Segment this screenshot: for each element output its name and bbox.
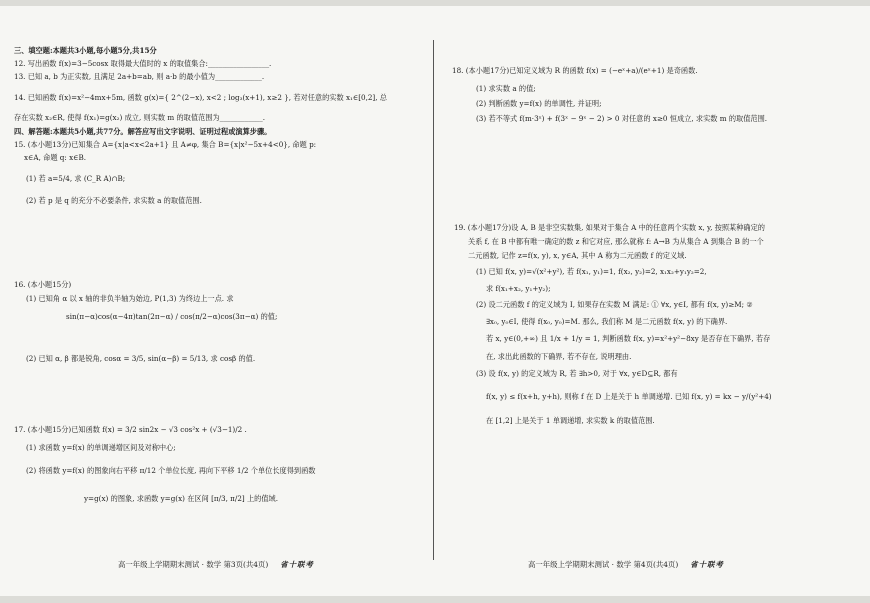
question-line: (1) 已知 f(x, y)=√(x²+y²), 若 f(x₁, y₁)=1, f(x₂, y₂)=2, x₁x₂+y₁y₂=2, [476,267,707,276]
question-line: (2) 已知 α, β 都是锐角, cosα = 3/5, sin(α−β) = 5/13, 求 cosβ 的值. [26,354,256,363]
question-line: (1) 求实数 a 的值; [476,84,536,93]
footer-text: 高一年级上学期期末测试 · 数学 第4页(共4页) [528,560,679,569]
question-line: (2) 若 p 是 q 的充分不必要条件, 求实数 a 的取值范围. [26,196,202,205]
question-line: f(x, y) ≤ f(x+h, y+h), 则称 f 在 D 上是关于 h 单调递增. 已知 f(x, y) = kx − y/(y²+4) [486,392,772,401]
question-line: 16. (本小题15分) [14,280,72,289]
question-line: y=g(x) 的图象, 求函数 y=g(x) 在区间 [π/3, π/2] 上的值域. [84,494,279,503]
question-line: 19. (本小题17分)设 A, B 是非空实数集, 如果对于集合 A 中的任意两个实数 x, y, 按照某种确定的 [454,223,765,232]
question-line: 在 [1,2] 上是关于 1 单调递增, 求实数 k 的取值范围. [486,416,655,425]
question-line: (2) 将函数 y=f(x) 的图象向右平移 π/12 个单位长度, 再向下平移 1/2 个单位长度得到函数 [26,466,316,475]
question-line: (1) 求函数 y=f(x) 的单调递增区间及对称中心; [26,443,176,452]
question-line: 四、解答题:本题共5小题,共77分。解答应写出文字说明、证明过程或演算步骤。 [14,127,272,136]
question-line: (2) 判断函数 y=f(x) 的单调性, 并证明; [476,99,602,108]
question-line: (3) 若不等式 f(m·3ˣ) + f(3ˣ − 9ˣ − 2) > 0 对任意的 x≥0 恒成立, 求实数 m 的取值范围. [476,114,768,123]
question-line: 若 x, y∈(0,+∞) 且 1/x + 1/y = 1, 判断函数 f(x, y)=x²+y²−8xy 是否存在下确界, 若存 [486,334,771,343]
scan-edge-top [0,0,870,6]
question-line: (3) 设 f(x, y) 的定义域为 R, 若 ∃h>0, 对于 ∀x, y∈D⊆R, 都有 [476,369,678,378]
page-3-footer [118,559,314,570]
question-line: 14. 已知函数 f(x)=x²−4mx+5m, 函数 g(x)={ 2^(2−x), x<2 ; log₃(x+1), x≥2 }, 若对任意的实数 x₁∈[0,2], 总 [14,93,387,102]
question-line: 13. 已知 a, b 为正实数, 且满足 2a+b=ab, 则 a·b 的最小值为_____________. [14,72,265,81]
question-line: 15. (本小题13分)已知集合 A={x|a<x<2a+1} 且 A≠φ, 集合 B={x|x²−5x+4<0}, 命题 p: [14,140,317,149]
question-line: 存在实数 x₂∈R, 使得 f(x₁)=g(x₂) 成立, 则实数 m 的取值范围为____________. [14,113,266,122]
question-line: 求 f(x₁+x₂, y₁+y₂); [486,284,551,293]
question-line: 在, 求出此函数的下确界, 若不存在, 说明理由. [486,352,632,361]
question-line: 三、填空题:本题共3小题,每小题5分,共15分 [14,46,157,55]
question-line: 关系 f, 在 B 中都有唯一确定的数 z 和它对应, 那么就称 f: A→B 为从集合 A 到集合 B 的一个 [468,237,764,246]
question-line: (1) 已知角 α 以 x 轴的非负半轴为始边, P(1,3) 为终边上一点. 求 [26,294,234,303]
question-line: 18. (本小题17分)已知定义域为 R 的函数 f(x) = (−eˣ+a)/(eˣ+1) 是奇函数. [452,66,698,75]
question-line: (1) 若 a=5/4, 求 (C_R A)∩B; [26,174,126,183]
exam-stamp: 省十联考 [690,560,724,569]
question-line: 17. (本小题15分)已知函数 f(x) = 3/2 sin2x − √3 cos²x + (√3−1)/2 . [14,425,247,434]
scan-edge-bottom [0,596,870,603]
center-fold-line [433,40,434,560]
question-line: ∃x₀, y₀∈I, 使得 f(x₀, y₀)=M. 那么, 我们称 M 是二元函数 f(x, y) 的下确界. [486,317,728,326]
footer-text: 高一年级上学期期末测试 · 数学 第3页(共4页) [118,560,269,569]
question-line: (2) 设二元函数 f 的定义域为 I, 如果存在实数 M 满足: ① ∀x, y∈I, 都有 f(x, y)≥M; ② [476,300,753,309]
exam-stamp: 省十联考 [280,560,314,569]
question-line: x∈A, 命题 q: x∈B. [24,153,87,162]
question-line: sin(π−α)cos(α−4π)tan(2π−α) / cos(π/2−α)cos(3π−α) 的值; [66,312,278,321]
page-4-footer [528,559,724,570]
question-line: 二元函数, 记作 z=f(x, y), x, y∈A, 其中 A 称为二元函数 f 的定义域. [468,251,687,260]
question-line: 12. 写出函数 f(x)=3−5cosx 取得最大值时的 x 的取值集合:_________________. [14,59,272,68]
